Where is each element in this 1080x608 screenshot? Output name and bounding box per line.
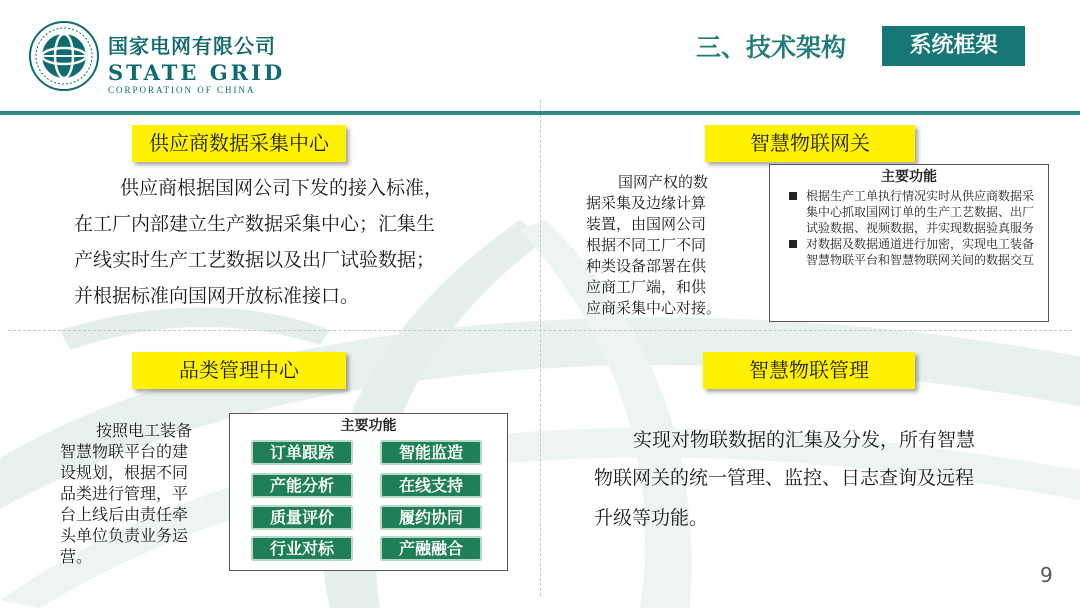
state-grid-logo xyxy=(28,20,100,92)
supplier-center-title: 供应商数据采集中心 xyxy=(132,125,346,162)
category-desc-line-5: 台上线后由责任牵 xyxy=(60,505,189,524)
management-line-1: 实现对物联数据的汇集及分发，所有智慧 xyxy=(633,429,976,451)
brand-name-en: STATE GRID xyxy=(108,60,286,85)
gateway-functions-list xyxy=(770,186,1048,268)
gateway-function-2: 对数据及数据通道进行加密，实现电工装备智慧物联平台和智慧物联网关间的数据交互 xyxy=(806,237,1035,267)
function-chip-capacity-analysis: 产能分析 xyxy=(251,473,353,498)
supplier-line-1: 供应商根据国网公司下发的接入标准， xyxy=(120,177,444,199)
supplier-line-3: 产线实时生产工艺数据以及出厂试验数据； xyxy=(74,249,436,271)
category-desc-line-2: 智慧物联平台的建 xyxy=(60,442,189,461)
gateway-functions-box xyxy=(769,164,1049,322)
category-desc-line-4: 品类进行管理，平 xyxy=(60,484,189,503)
function-chip-quality-evaluation: 质量评价 xyxy=(251,505,353,530)
category-center-title: 品类管理中心 xyxy=(132,352,346,389)
category-functions-title: 主要功能 xyxy=(340,418,397,434)
gateway-desc-line-1: 国网产权的数 xyxy=(618,173,709,191)
list-item xyxy=(786,188,1038,236)
function-chip-order-tracking: 订单跟踪 xyxy=(251,440,353,465)
function-chip-contract-collaboration: 履约协同 xyxy=(380,505,482,530)
square-bullet-icon xyxy=(789,240,797,248)
function-chip-online-support: 在线支持 xyxy=(380,473,482,498)
vertical-divider xyxy=(540,100,541,596)
function-chip-industry-finance: 产融融合 xyxy=(380,536,482,561)
category-desc-line-6: 头单位负责业务运 xyxy=(60,526,189,545)
supplier-line-2: 在工厂内部建立生产数据采集中心；汇集生 xyxy=(74,213,436,235)
category-desc-line-7: 营。 xyxy=(60,547,93,566)
category-desc-line-3: 设规划，根据不同 xyxy=(60,463,189,482)
square-bullet-icon xyxy=(789,192,797,200)
iot-management-title: 智慧物联管理 xyxy=(703,352,915,389)
gateway-desc-line-6: 应商工厂端，和供 xyxy=(586,278,707,296)
section-tag: 系统框架 xyxy=(882,26,1025,66)
function-chip-industry-benchmark: 行业对标 xyxy=(251,536,353,561)
header-divider xyxy=(0,111,1080,115)
supplier-line-4: 并根据标准向国网开放标准接口。 xyxy=(74,285,360,307)
iot-gateway-title: 智慧物联网关 xyxy=(705,125,915,162)
management-line-2: 物联网关的统一管理、监控、日志查询及远程 xyxy=(594,467,975,489)
category-functions-box xyxy=(229,413,508,571)
gateway-desc-line-3: 装置，由国网公司 xyxy=(586,215,707,233)
gateway-desc-line-5: 种类设备部署在供 xyxy=(586,257,707,275)
gateway-function-1: 根据生产工单执行情况实时从供应商数据采集中心抓取国网订单的生产工艺数据、出厂试验数据、视频数据，并实现数据验真服务 xyxy=(806,189,1035,235)
section-title: 三、技术架构 xyxy=(696,33,847,62)
gateway-desc-line-7: 应商采集中心对接。 xyxy=(586,299,722,317)
category-desc-line-1: 按照电工装备 xyxy=(96,421,193,440)
gateway-desc-line-4: 根据不同工厂不同 xyxy=(586,236,707,254)
page-number: 9 xyxy=(1040,563,1053,587)
brand-tagline: CORPORATION OF CHINA xyxy=(108,85,256,95)
gateway-functions-title: 主要功能 xyxy=(881,169,937,185)
brand-block xyxy=(108,30,285,95)
horizontal-divider xyxy=(8,330,1072,331)
management-line-3: 升级等功能。 xyxy=(594,507,709,529)
list-item xyxy=(786,236,1038,268)
gateway-desc-line-2: 据采集及边缘计算 xyxy=(586,194,707,212)
function-chip-smart-supervision: 智能监造 xyxy=(380,440,482,465)
brand-name-cn: 国家电网有限公司 xyxy=(108,34,276,58)
